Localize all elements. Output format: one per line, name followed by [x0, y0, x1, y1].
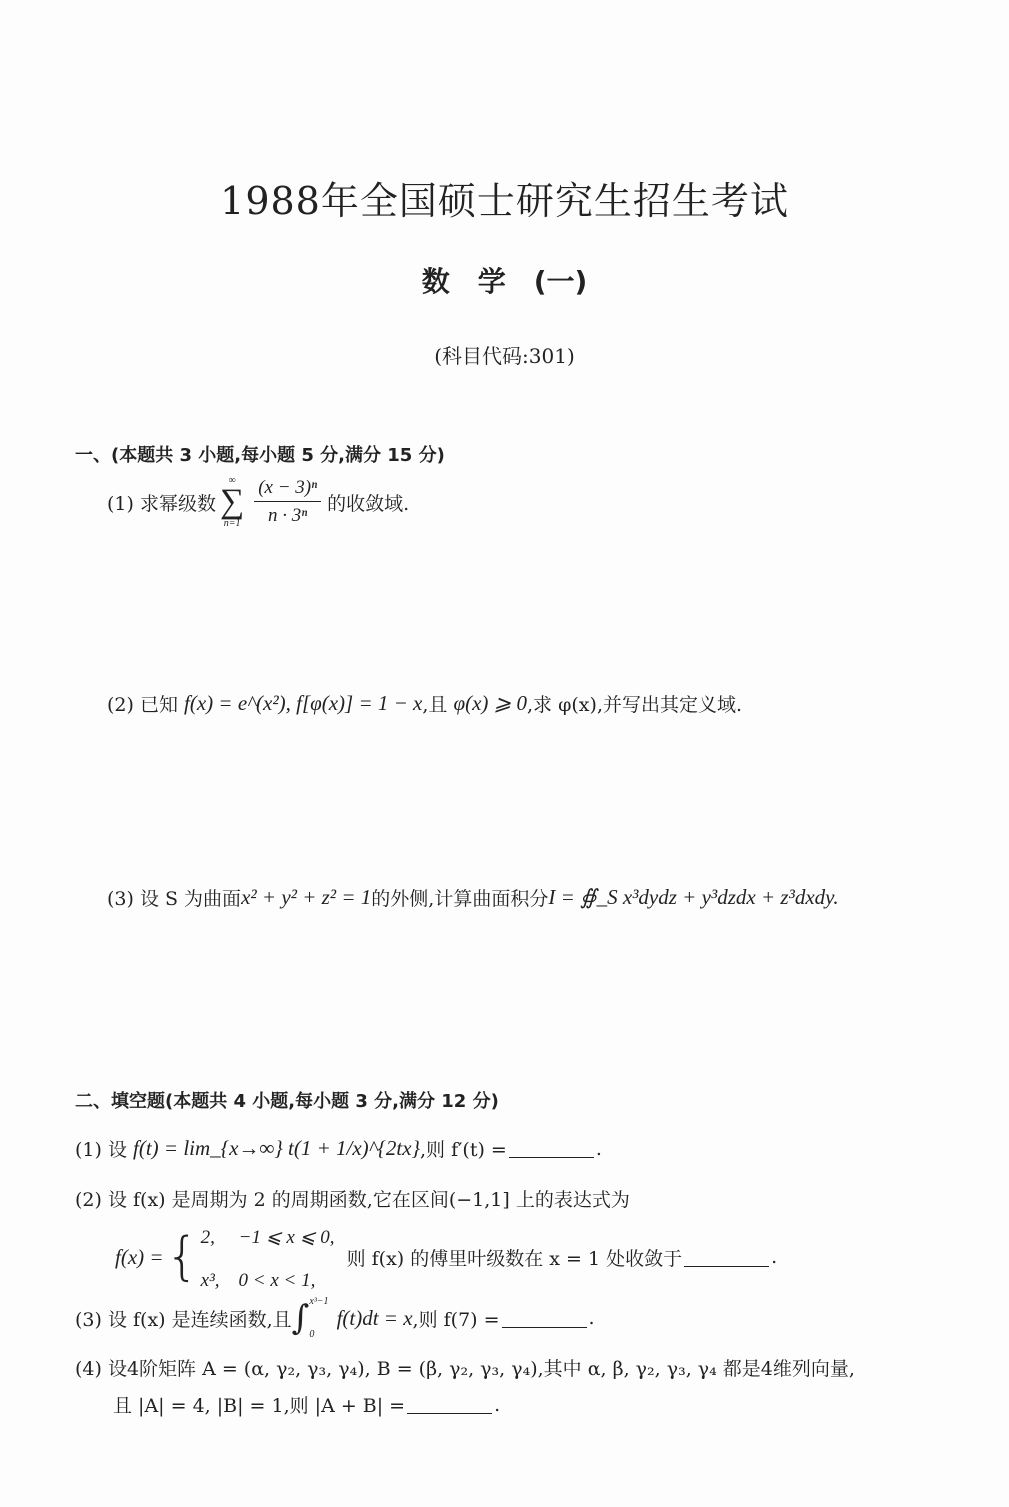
s1-question-3: [107, 884, 839, 911]
integral-lower: 0: [309, 1329, 315, 1340]
numerator: (x − 3)ⁿ: [254, 477, 321, 502]
q-label: (2) 已知: [107, 694, 178, 716]
q-mid: ,且: [422, 694, 448, 716]
period: .: [595, 1137, 602, 1160]
q-label: (3) 设 S 为曲面: [107, 888, 242, 910]
integral-upper: x³−1: [309, 1296, 329, 1307]
brace-icon: {: [165, 1227, 199, 1287]
math-expr: φ(x) ⩾ 0: [453, 691, 528, 715]
math-expr: f(t)dt = x: [336, 1305, 413, 1330]
q-tail: ,则 f′(t) =: [419, 1139, 507, 1161]
q-label: (1) 求幂级数: [107, 492, 216, 515]
s2-question-2: (2) 设 f(x) 是周期为 2 的周期函数,它在区间(−1,1] 上的表达式为: [75, 1189, 630, 1211]
answer-blank[interactable]: [407, 1395, 492, 1414]
exam-subtitle: 数 学 (一): [421, 265, 588, 298]
s2-question-4: (4) 设4阶矩阵 A = (α, γ₂, γ₃, γ₄), B = (β, γ₂, γ₃, γ₄),其中 α, β, γ₂, γ₃, γ₄ 都是4维列向量,: [75, 1358, 855, 1380]
answer-blank[interactable]: [684, 1248, 769, 1267]
q-text: 且 |A| = 4, |B| = 1,则 |A + B| =: [113, 1395, 406, 1417]
subject-code: (科目代码:301): [434, 344, 575, 368]
period: .: [771, 1246, 778, 1268]
period: .: [588, 1307, 595, 1329]
answer-blank[interactable]: [509, 1139, 594, 1158]
q-label: (3) 设 f(x) 是连续函数,且: [75, 1308, 292, 1331]
function-lhs: f(x) =: [115, 1244, 164, 1269]
math-expr: f(t) = lim_{x→∞} t(1 + 1/x)^{2tx}: [133, 1136, 420, 1160]
summation: ∞ ∑ n=1: [219, 475, 245, 529]
section-2-heading: 二、填空题(本题共 4 小题,每小题 3 分,满分 12 分): [75, 1091, 499, 1112]
sum-upper: ∞: [228, 475, 236, 486]
s2-question-3: [75, 1296, 595, 1340]
section-1-heading: 一、(本题共 3 小题,每小题 5 分,满分 15 分): [75, 445, 445, 466]
s1-question-2: [107, 690, 742, 717]
s2-question-4-line2: [113, 1391, 500, 1418]
case-2: x³, 0 < x < 1,: [200, 1270, 316, 1291]
q-tail: 的收敛域.: [327, 492, 410, 515]
q-tail: ,求 φ(x),并写出其定义域.: [527, 694, 743, 716]
sum-lower: n=1: [223, 518, 241, 529]
integral-sign-icon: ∫: [291, 1298, 310, 1338]
math-expr: x² + y² + z² = 1: [241, 885, 372, 909]
s2-question-2-piecewise: [115, 1222, 777, 1292]
q-tail: 则 f(x) 的傅里叶级数在 x = 1 处收敛于: [346, 1247, 683, 1270]
period: .: [494, 1393, 501, 1416]
q-mid: 的外侧,计算曲面积分: [371, 888, 549, 910]
exam-title: 1988年全国硕士研究生招生考试: [220, 179, 789, 223]
q-label: (1) 设: [75, 1139, 127, 1161]
q-tail: ,则 f(7) =: [412, 1308, 500, 1331]
math-expr: f(x) = e^(x²), f[φ(x)] = 1 − x: [184, 691, 423, 715]
fraction: [254, 477, 321, 527]
s2-question-1: [75, 1135, 602, 1162]
s1-question-1: [107, 475, 409, 529]
cases: [201, 1222, 335, 1292]
case-1: 2, −1 ⩽ x ⩽ 0,: [200, 1227, 335, 1248]
answer-blank[interactable]: [502, 1309, 587, 1328]
surface-integral: I = ∯_S x³dydz + y³dzdx + z³dxdy.: [548, 885, 839, 909]
denominator: n · 3ⁿ: [268, 505, 308, 526]
